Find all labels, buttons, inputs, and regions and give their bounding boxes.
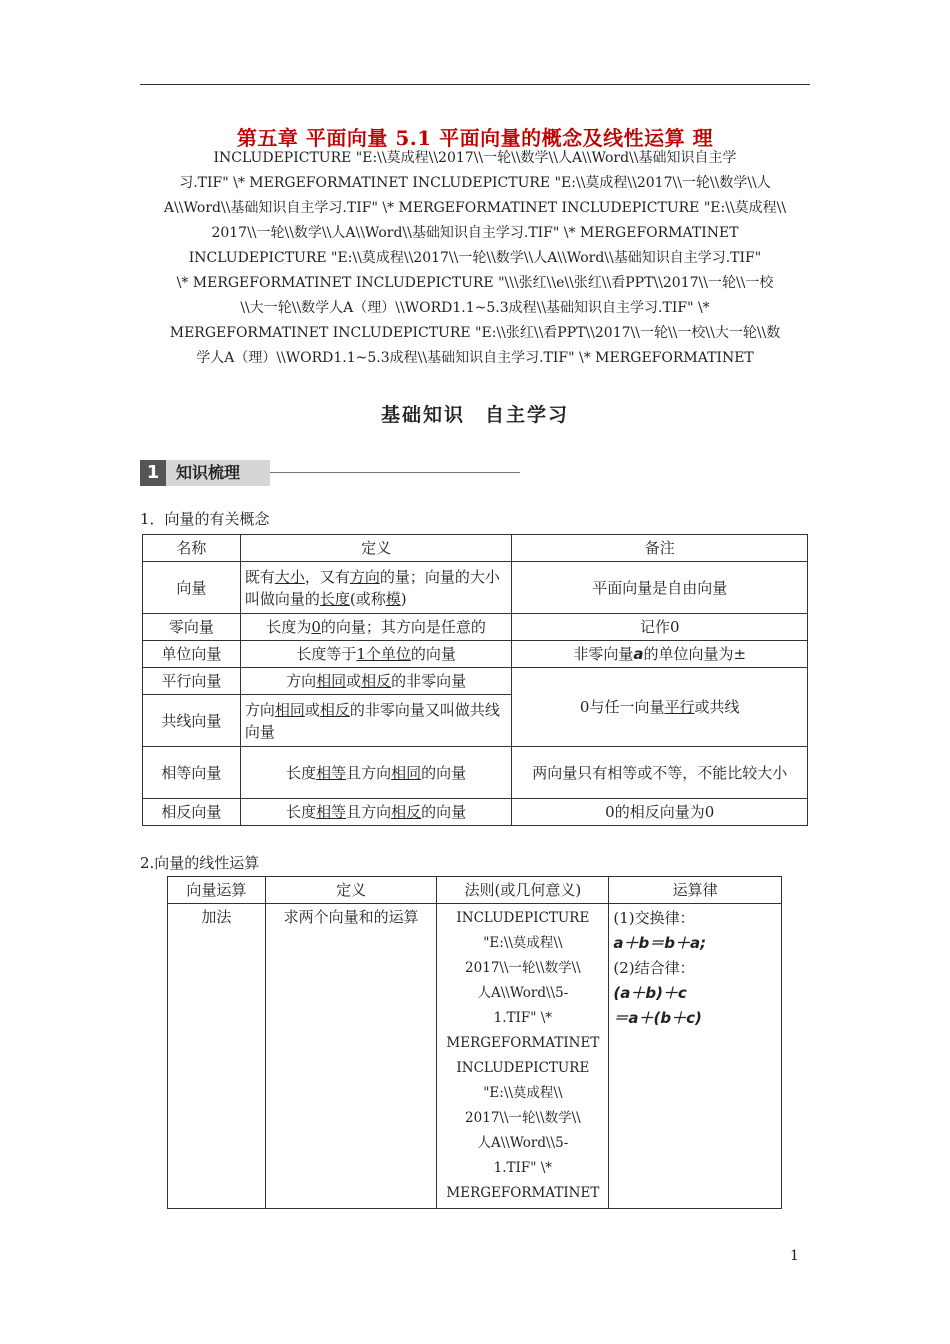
field-code-line: 2017\\一轮\\数学\\人A\\Word\\基础知识自主学习.TIF" \* MERGEFORMATINET [211, 225, 739, 241]
field-code-line: 学人A（理）\\WORD1.1~5.3成程\\基础知识自主学习.TIF" \* MERGEFORMATINET [196, 350, 754, 366]
field-code-line: INCLUDEPICTURE "E:\\莫成程\\2017\\一轮\\数学\\人A\\Word\\基础知识自主学习.TIF" [188, 250, 762, 266]
term-cell: 向量 [143, 562, 241, 614]
definition-cell: 求两个向量和的运算 [265, 904, 437, 1209]
table-row [143, 641, 808, 668]
operation-cell: 加法 [168, 904, 266, 1209]
table-row [143, 799, 808, 826]
section-heading-left: 基础知识 [380, 404, 465, 426]
table-row [168, 904, 782, 1209]
table-row [143, 614, 808, 641]
field-code-line: \\大一轮\\数学人A（理）\\WORD1.1~5.3成程\\基础知识自主学习.TIF" \* [240, 300, 710, 316]
page-number: 1 [790, 1248, 799, 1264]
table-row [143, 668, 808, 695]
field-code-line: MERGEFORMATINET INCLUDEPICTURE "E:\\张红\\看PPT\\2017\\一轮\\一校\\大一轮\\数 [169, 325, 781, 341]
rule-cell: INCLUDEPICTURE "E:\\莫成程\\ 2017\\一轮\\数学\\ 人A\\Word\\5- 1.TIF" \* MERGEFORMATINET INCLUDEPICTURE "E:\\莫成程\\ 2017\\一轮\\数学\\ 人A\\Word\\5- 1.TIF" \* MERGEFORMATINET [437, 904, 609, 1209]
field-code-line: \* MERGEFORMATINET INCLUDEPICTURE "\\\张红\\e\\张红\\看PPT\\2017\\一轮\\一校 [176, 275, 774, 291]
term-cell: 共线向量 [143, 695, 241, 747]
header-cell: 定义 [265, 877, 437, 904]
knowledge-badge [140, 460, 520, 486]
definition-cell: 方向相同或相反的非零向量又叫做共线向量 [240, 695, 512, 747]
header-cell: 备注 [512, 535, 808, 562]
field-code-line: A\\Word\\基础知识自主学习.TIF" \* MERGEFORMATINET INCLUDEPICTURE "E:\\莫成程\\ [163, 200, 787, 216]
header-cell: 法则(或几何意义) [437, 877, 609, 904]
paragraph-concepts: 1．向量的有关概念 [140, 510, 270, 528]
concepts-table [142, 534, 808, 826]
badge-label: 知识梳理 [166, 460, 270, 486]
table-row [143, 747, 808, 799]
term-cell: 零向量 [143, 614, 241, 641]
badge-divider [270, 472, 520, 473]
paragraph-operations: 2.向量的线性运算 [140, 854, 260, 872]
includepicture-field-codes [140, 146, 810, 371]
law-cell: (1)交换律： a＋b＝b＋a; (2)结合律： (a＋b)＋c ＝a＋(b＋c) [609, 904, 782, 1209]
definition-cell: 长度为0的向量；其方向是任意的 [240, 614, 512, 641]
table-header-row [168, 877, 782, 904]
header-cell: 定义 [240, 535, 512, 562]
badge-number: 1 [140, 460, 166, 486]
definition-cell: 长度相等且方向相反的向量 [240, 799, 512, 826]
section-heading [140, 400, 810, 427]
table-row [143, 562, 808, 614]
term-cell: 单位向量 [143, 641, 241, 668]
page-title: 第五章 平面向量 5.1 平面向量的概念及线性运算 理 [236, 126, 714, 150]
header-rule [140, 84, 810, 85]
note-cell: 两向量只有相等或不等，不能比较大小 [512, 747, 808, 799]
note-cell: 0与任一向量平行或共线 [512, 668, 808, 747]
operations-table [167, 876, 782, 1209]
field-code-line: INCLUDEPICTURE "E:\\莫成程\\2017\\一轮\\数学\\人A\\Word\\基础知识自主学 [213, 150, 737, 166]
definition-cell: 长度相等且方向相同的向量 [240, 747, 512, 799]
header-cell: 运算律 [609, 877, 782, 904]
section-heading-right: 自主学习 [485, 404, 570, 426]
definition-cell: 方向相同或相反的非零向量 [240, 668, 512, 695]
term-cell: 相反向量 [143, 799, 241, 826]
note-cell: 0的相反向量为0 [512, 799, 808, 826]
definition-cell: 长度等于1个单位的向量 [240, 641, 512, 668]
field-code-line: 习.TIF" \* MERGEFORMATINET INCLUDEPICTURE "E:\\莫成程\\2017\\一轮\\数学\\人 [179, 175, 771, 191]
header-cell: 名称 [143, 535, 241, 562]
definition-cell: 既有大小，又有方向的量；向量的大小叫做向量的长度(或称模) [240, 562, 512, 614]
header-cell: 向量运算 [168, 877, 266, 904]
table-header-row [143, 535, 808, 562]
term-cell: 相等向量 [143, 747, 241, 799]
note-cell: 记作0 [512, 614, 808, 641]
note-cell: 非零向量a的单位向量为± [512, 641, 808, 668]
term-cell: 平行向量 [143, 668, 241, 695]
note-cell: 平面向量是自由向量 [512, 562, 808, 614]
